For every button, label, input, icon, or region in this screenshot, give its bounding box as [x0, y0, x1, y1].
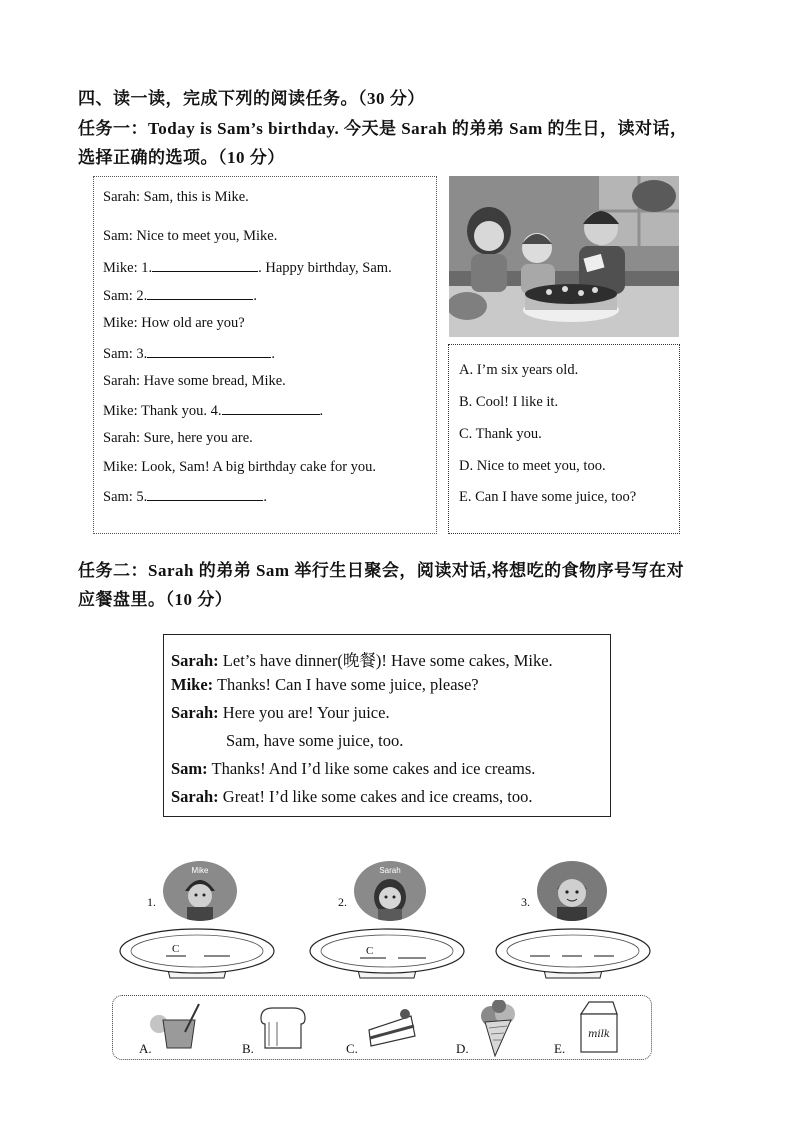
answer-blank-2[interactable] [147, 286, 253, 300]
dialogue-line: Mike: 1. . Happy birthday, Sam. [103, 260, 392, 276]
dialogue-line: Mike: Thanks! Can I have some juice, please? [171, 675, 479, 694]
food-options-box [112, 995, 652, 1060]
food-label-a: A. [139, 1041, 152, 1056]
dialogue-line: Sarah: Sure, here you are. [103, 430, 253, 446]
answer-blank-3[interactable] [147, 344, 271, 358]
dialogue-line: Sam: Nice to meet you, Mike. [103, 228, 278, 244]
milk-icon [575, 998, 621, 1056]
sam-avatar [537, 861, 607, 921]
mike-name-tag: Mike [191, 866, 209, 875]
dialogue-line: Sam: 5. . [103, 489, 267, 505]
cake-icon [365, 1006, 421, 1050]
dialogue-line: Sarah: Sam, this is Mike. [103, 189, 249, 205]
milk-carton-text: milk [588, 1029, 610, 1040]
dialogue-line: Mike: Look, Sam! A big birthday cake for you. [103, 459, 377, 475]
option-a: A. I’m six years old. [459, 362, 579, 378]
food-label-c: C. [346, 1041, 358, 1056]
option-c: C. Thank you. [459, 426, 542, 442]
dialogue-line: Sarah: Here you are! Your juice. [171, 703, 390, 722]
option-e: E. Can I have some juice, too? [459, 489, 637, 505]
dialogue-line: Sarah: Great! I’d like some cakes and ice creams, too. [171, 787, 533, 806]
juice-icon [147, 1002, 203, 1052]
sarah-avatar [354, 861, 426, 921]
ice-cream-icon [473, 1000, 521, 1058]
task1-heading-line1: 任务一：Today is Sam’s birthday. 今天是 Sarah 的弟弟 Sam 的生日，读对话， [78, 119, 688, 138]
dialogue-line: Mike: How old are you? [103, 315, 245, 331]
dialogue-line: Sam: 2. . [103, 288, 257, 304]
task1-options-box [448, 344, 680, 534]
answer-blank-4[interactable] [222, 401, 320, 415]
option-b: B. Cool! I like it. [459, 394, 559, 410]
task2-dialogue-box [163, 634, 611, 817]
option-d: D. Nice to meet you, too. [459, 458, 606, 474]
plate-2[interactable] [308, 926, 466, 980]
section-heading: 四、读一读，完成下列的阅读任务。（30 分） [78, 89, 425, 108]
dialogue-line: Sam: Thanks! And I’d like some cakes and ice creams. [171, 759, 536, 778]
plate-3[interactable] [494, 926, 652, 980]
plate-2-answer-1: C [366, 945, 374, 957]
food-label-d: D. [456, 1041, 469, 1056]
answer-blank-5[interactable] [147, 487, 263, 501]
task2-heading-line1: 任务二：Sarah 的弟弟 Sam 举行生日聚会，阅读对话,将想吃的食物序号写在对 [78, 561, 685, 580]
task1-dialogue-box [93, 176, 437, 534]
dialogue-line: Sarah: Let’s have dinner(晚餐)! Have some cakes, Mike. [171, 651, 553, 670]
mike-avatar [163, 861, 237, 921]
person-number-3: 3. [521, 895, 530, 909]
task1-heading-line2: 选择正确的选项。（10 分） [78, 148, 285, 167]
sarah-name-tag: Sarah [379, 866, 401, 875]
bread-icon [255, 1004, 311, 1052]
food-label-e: E. [554, 1041, 566, 1056]
task2-heading-line2: 应餐盘里。（10 分） [78, 590, 233, 609]
plate-1-answer-1: C [172, 943, 180, 955]
dialogue-line: Mike: Thank you. 4. . [103, 403, 324, 419]
plate-1[interactable] [118, 926, 276, 980]
birthday-party-illustration [449, 176, 679, 337]
dialogue-line: Sam: 3. . [103, 346, 275, 362]
dialogue-line: Sam, have some juice, too. [226, 731, 404, 750]
answer-blank-1[interactable] [152, 258, 258, 272]
person-number-1: 1. [147, 895, 156, 909]
person-number-2: 2. [338, 895, 347, 909]
food-label-b: B. [242, 1041, 254, 1056]
dialogue-line: Sarah: Have some bread, Mike. [103, 373, 286, 389]
